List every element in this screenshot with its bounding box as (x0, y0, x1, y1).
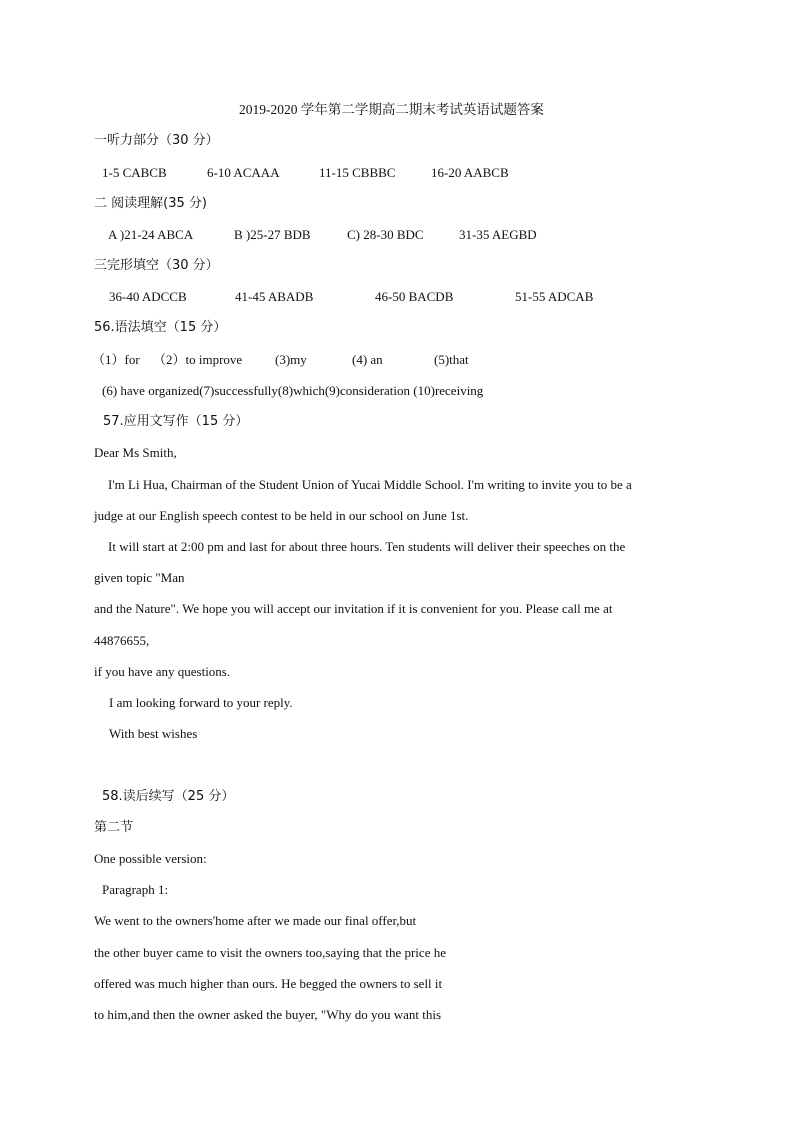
answer-group: 6-10 ACAAA (207, 165, 280, 180)
section-heading-cloze: 三完形填空（30 分） (94, 258, 219, 273)
letter-line: 44876655, (94, 633, 150, 648)
answer-group: 41-45 ABADB (235, 289, 314, 304)
essay-line: offered was much higher than ours. He begged the owners to sell it (94, 976, 443, 991)
section-heading-reading: 二 阅读理解(35 分) (94, 196, 207, 211)
version-intro: One possible version: (94, 851, 207, 866)
essay-line: the other buyer came to visit the owners too,saying that the price he (94, 945, 446, 960)
letter-line: if you have any questions. (94, 664, 231, 679)
letter-line: judge at our English speech contest to be held in our school on June 1st. (94, 508, 469, 523)
letter-closing: With best wishes (109, 726, 198, 741)
answer-group: (4) an (352, 352, 383, 367)
letter-line: It will start at 2:00 pm and last for about three hours. Ten students will deliver their speeches on the (108, 539, 626, 554)
answer-group: 46-50 BACDB (375, 289, 454, 304)
answer-group: C) 28-30 BDC (347, 227, 424, 242)
answer-group: 31-35 AEGBD (459, 227, 537, 242)
answer-group: B )25-27 BDB (234, 227, 311, 242)
essay-line: We went to the owners'home after we made our final offer,but (94, 913, 417, 928)
answer-group: A )21-24 ABCA (108, 227, 194, 242)
part-label: 第二节 (94, 820, 134, 835)
answer-group: (3)my (275, 352, 307, 367)
page-title: 2019-2020 学年第二学期高二期末考试英语试题答案 (239, 102, 544, 117)
essay-line: to him,and then the owner asked the buyer, "Why do you want this (94, 1007, 442, 1022)
answer-group: （1）for (92, 352, 140, 367)
answer-group: 51-55 ADCAB (515, 289, 594, 304)
answer-group: （2）to improve (153, 352, 243, 367)
answer-group: 11-15 CBBBC (319, 165, 396, 180)
letter-line: given topic "Man (94, 570, 185, 585)
section-heading-writing-57: 57.应用文写作（15 分） (103, 414, 249, 429)
section-heading-writing-58: 58.读后续写（25 分） (102, 789, 235, 804)
letter-line: and the Nature". We hope you will accept our invitation if it is convenient for you. Please call me at (94, 601, 613, 616)
answer-group: 36-40 ADCCB (109, 289, 187, 304)
paragraph-label: Paragraph 1: (102, 882, 169, 897)
letter-line: I am looking forward to your reply. (109, 695, 293, 710)
answer-group: 1-5 CABCB (102, 165, 167, 180)
section-heading-listening: 一听力部分（30 分） (94, 133, 219, 148)
letter-salutation: Dear Ms Smith, (94, 445, 177, 460)
answer-group: (5)that (434, 352, 469, 367)
section-heading-grammar: 56.语法填空（15 分） (94, 320, 227, 335)
answer-group: 16-20 AABCB (431, 165, 509, 180)
letter-line: I'm Li Hua, Chairman of the Student Union of Yucai Middle School. I'm writing to invite you to be a (108, 477, 632, 492)
answer-line: (6) have organized(7)successfully(8)which(9)consideration (10)receiving (102, 383, 484, 398)
